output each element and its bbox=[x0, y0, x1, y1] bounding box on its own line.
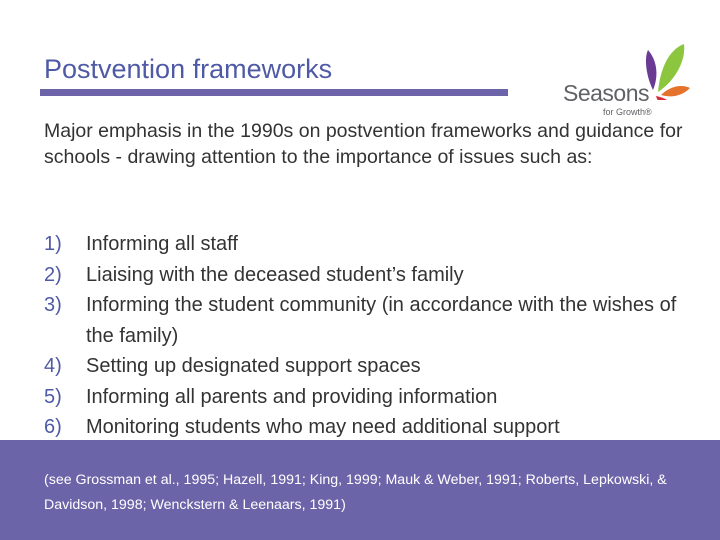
list-number: 1) bbox=[44, 233, 62, 255]
list-item-text: Informing the student community (in accordance with the wishes of the family) bbox=[86, 294, 677, 347]
list-item bbox=[44, 290, 694, 351]
logo-wordmark: Seasons bbox=[563, 80, 650, 106]
list-item-text: Liaising with the deceased student’s family bbox=[86, 263, 464, 286]
list-item-text: Setting up designated support spaces bbox=[86, 355, 421, 377]
title-underline bbox=[40, 89, 508, 96]
list-item-text: Informing all parents and providing information bbox=[86, 385, 498, 408]
issue-list bbox=[44, 229, 694, 443]
list-number: 3) bbox=[44, 294, 62, 316]
seasons-for-growth-logo bbox=[560, 40, 694, 118]
citation-band bbox=[0, 440, 720, 540]
slide-title: Postvention frameworks bbox=[44, 54, 333, 84]
intro-text: Major emphasis in the 1990s on postvention frameworks and guidance for schools - drawing attention to the importance of issues such as: bbox=[44, 120, 683, 168]
list-item-text: Monitoring students who may need additional support bbox=[86, 416, 560, 438]
list-item bbox=[44, 351, 694, 382]
list-number: 5) bbox=[44, 385, 62, 408]
logo-tagline: for Growth® bbox=[603, 107, 652, 117]
list-number: 4) bbox=[44, 355, 62, 377]
list-item bbox=[44, 260, 694, 291]
list-item-text: Informing all staff bbox=[86, 233, 238, 255]
list-item bbox=[44, 412, 694, 443]
list-number: 6) bbox=[44, 416, 62, 438]
list-item bbox=[44, 382, 694, 413]
list-item bbox=[44, 229, 694, 260]
list-number: 2) bbox=[44, 263, 62, 286]
citation-text: (see Grossman et al., 1995; Hazell, 1991; King, 1999; Mauk & Weber, 1991; Roberts, Lepkowski, & Davidson, 1998; Wenckstern & Leenaars, 1991) bbox=[44, 472, 667, 513]
